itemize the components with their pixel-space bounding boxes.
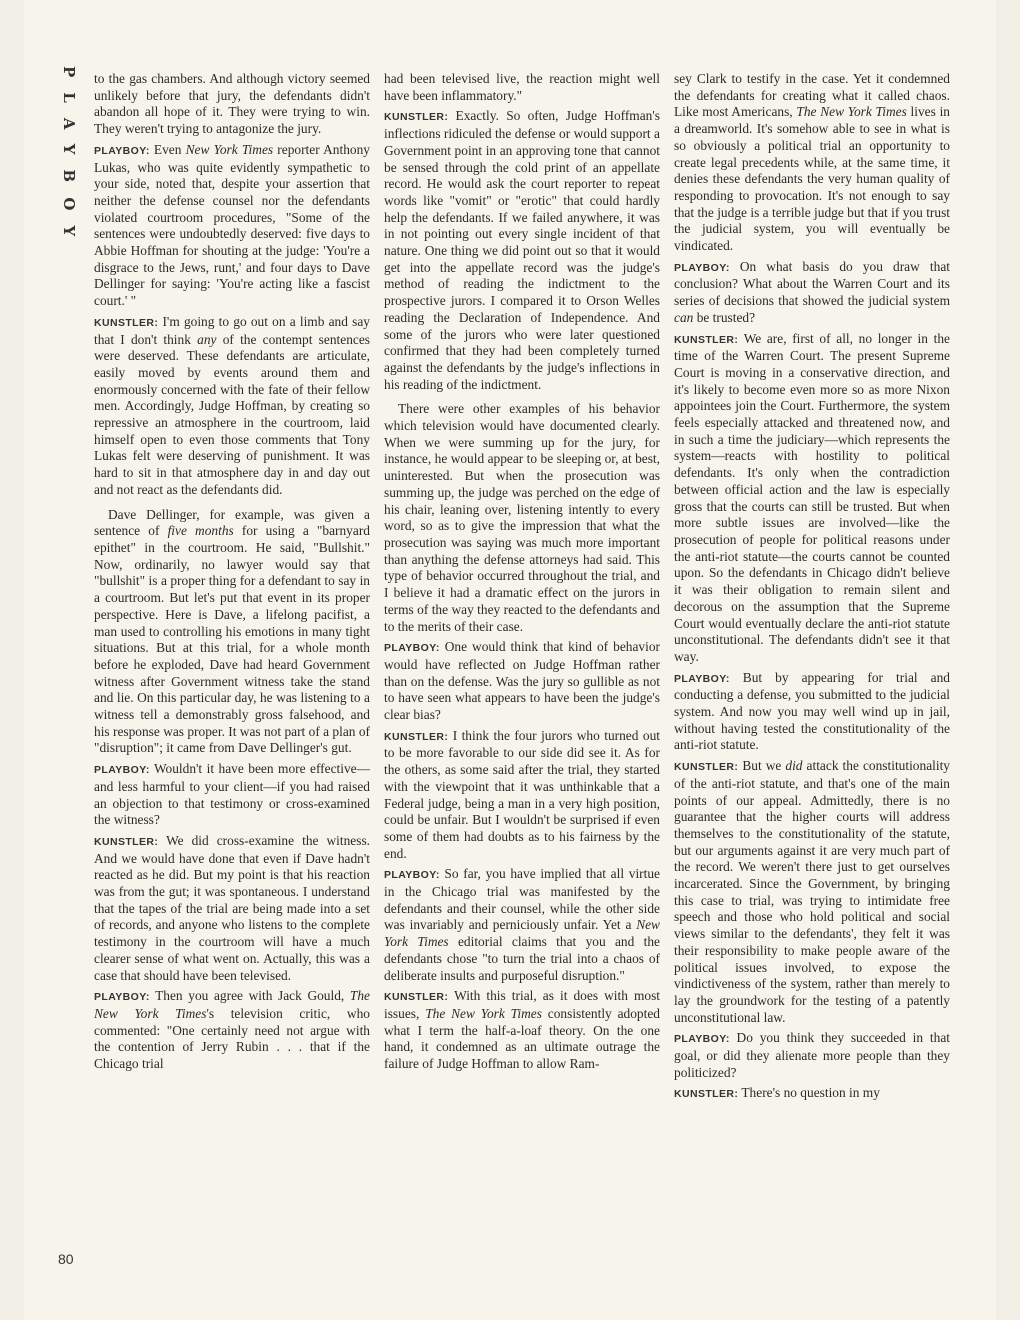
italic-text: New York Times	[384, 917, 660, 950]
text-column-1	[94, 71, 370, 1271]
italic-text: The New York Times	[796, 104, 907, 120]
interview-paragraph: KUNSTLER: There's no question in my	[674, 1085, 880, 1101]
speaker-label: PLAYBOY:	[674, 1033, 730, 1046]
speaker-label: PLAYBOY:	[94, 144, 150, 157]
speaker-label: KUNSTLER:	[94, 835, 159, 848]
body-paragraph: Dave Dellinger, for example, was given a sentence of five months for using a "barnyard epithet" in the courtroom. He said, "Bullshit." Now, ordinarily, no lawyer would say that "bullshit" is a proper thing for a defendant to say in a courtroom. But let's put that event in its proper perspective. Here is Dave, a lifelong pacifist, a man used to controlling his emotions in many tight situations. But at this trial, for a whole month before he exploded, Dave had heard Government witness after Government witness take the stand and lie. On this particular day, he was listening to a witness tell a demonstrably gross falsehood, and his response was proper. It was not part of a plan of "disruption"; it came from Dave Dellinger's gut.	[94, 506, 370, 756]
interview-paragraph: KUNSTLER: I'm going to go out on a limb and say that I don't think any of the contempt sentences were deserved. These defendants are articulate, easily moved by events around them and enormously concerned with the fate of their fellow men. Accordingly, Judge Hoffman, by creating so repressive an atmosphere in the courtroom, laid himself open to even those comments that Tony Lukas felt were deserving of punishment. It was hard to sit in that atmosphere day in and day out and not react as the defendants did.	[94, 313, 370, 497]
body-paragraph: had been televised live, the reaction might well have been inflammatory."	[384, 71, 660, 103]
body-paragraph: to the gas chambers. And although victory seemed unlikely before that jury, the defendants didn't abandon all hope of it. They were trying to win. They weren't trying to antagonize the jury.	[94, 71, 370, 137]
magazine-name: PLAYBOY	[60, 66, 78, 252]
speaker-label: PLAYBOY:	[674, 672, 730, 685]
interview-paragraph: KUNSTLER: I think the four jurors who turned out to be more favorable to our side did see it. As for the others, as some said after the trial, they started with the viewpoint that it was unthinkable that a Federal judge, being a man in a very high position, could be unfair. But I wouldn't be surprised if even some of them had doubts as to his fairness by the end.	[384, 727, 660, 861]
italic-text: did	[785, 758, 803, 774]
interview-paragraph: KUNSTLER: Exactly. So often, Judge Hoffman's inflections ridiculed the defense or would support a Government point in an approving tone that cannot be sensed through the cold print of an appellate record. He would ask the court reporter to repeat words like "vomit" or "erotic" that could hardly help the defendants. If we failed anywhere, it was in not pointing out every single incident of that nature. One thing we did point out so that it would get into the appellate record was the judge's method of reading the indictment to the prospective jurors. I compared it to Orson Welles reading the Declaration of Independence. And some of the jurors who were later questioned confirmed that they had been completely turned against the defendants by the judge's inflections in his reading of the indictment.	[384, 108, 660, 392]
italic-text: any	[197, 331, 217, 347]
speaker-label: PLAYBOY:	[384, 642, 440, 655]
italic-text: The New York Times	[425, 1005, 542, 1021]
text-column-2	[384, 71, 660, 1271]
speaker-label: KUNSTLER:	[674, 333, 739, 346]
speaker-label: KUNSTLER:	[94, 316, 159, 329]
interview-paragraph: PLAYBOY: Wouldn't it have been more effective—and less harmful to your client—if you had raised an objection to that testimony or cross-examined the witness?	[94, 761, 370, 828]
speaker-label: PLAYBOY:	[384, 869, 440, 882]
page-number: 80	[58, 1251, 74, 1267]
magazine-side-title	[58, 66, 82, 306]
speaker-label: KUNSTLER:	[384, 991, 449, 1004]
speaker-label: KUNSTLER:	[384, 111, 449, 124]
speaker-label: KUNSTLER:	[384, 730, 449, 743]
interview-paragraph: KUNSTLER: But we did attack the constitutionality of the anti-riot statute, and that's one of the main points of our appeal. Admittedly, there is no guarantee that the higher courts will address themselves to the constitutionality of the statute, but our arguments against it are very much part of the record. We weren't there just to get ourselves incarcerated. Since the Government, by bringing this case to trial, was trying to intimidate free speech and those who hold political and social views similar to the defendants', they felt it was their responsibility to make people aware of the political issues involved, to expose the vindictiveness of the system, rather than merely to lay the groundwork for the testing of a patently unconstitutional law.	[674, 758, 950, 1025]
interview-paragraph: PLAYBOY: So far, you have implied that all virtue in the Chicago trial was manifested by the defendants and their counsel, while the other side was invariably and perniciously unfair. Yet a New York Times editorial claims that you and the defendants chose "to turn the trial into a chaos of deliberate insults and purposeful disruption."	[384, 866, 660, 983]
interview-paragraph: KUNSTLER: With this trial, as it does with most issues, The New York Times consistently adopted what I term the half-a-loaf theory. On the one hand, it condemned as an ultimate outrage the failure of Judge Hoffman to allow Ram-	[384, 988, 660, 1072]
speaker-label: PLAYBOY:	[94, 991, 150, 1004]
interview-paragraph: PLAYBOY: Even New York Times reporter Anthony Lukas, who was quite evidently sympathetic to your side, noted that, despite your assertion that neither the defense counsel nor the defendants violated courtroom procedures, "Some of the sentences were undoubtedly deserved: five days to Abbie Hoffman for shouting at the judge: 'You're a disgrace to the Jews, runt,' and four days to Dave Dellinger for saying: 'You're acting like a fascist court.' "	[94, 141, 370, 309]
interview-paragraph: KUNSTLER: We did cross-examine the witness. And we would have done that even if Dave hadn't reacted as he did. But my point is that his reaction was from the gut; it was spontaneous. I understand that the tapes of the trial are being made into a set of records, and anyone who listens to the complete testimony in the courtroom will have a much clearer sense of what went on. Actually, this was a case that should have been televised.	[94, 832, 370, 983]
italic-text: The New York Times	[94, 988, 370, 1021]
text-column-3	[674, 71, 950, 1271]
speaker-label: KUNSTLER:	[674, 1088, 739, 1101]
italic-text: five months	[167, 523, 234, 539]
body-paragraph: There were other examples of his behavior which television would have documented clearly. When we were summing up for the jury, for instance, he would appear to be sleeping or, at best, uninterested. But when the prosecution was summing up, the judge was perched on the edge of his chair, leaning over, listening intently to every word, so as to give the impression that what the prosecution was saying was much more important than anything the defense attorneys had said. This type of behavior occurred throughout the trial, and I believe it had a dramatic effect on the jurors in terms of the way they reacted to the defendants and to the merits of their case.	[384, 401, 660, 634]
interview-paragraph: PLAYBOY: On what basis do you draw that conclusion? What about the Warren Court and its series of decisions that showed the judicial system can be trusted?	[674, 258, 950, 325]
body-paragraph: sey Clark to testify in the case. Yet it condemned the defendants for creating what it called chaos. Like most Americans, The New York Times lives in a dreamworld. It's somehow able to see in what is so obviously a political trial an opportunity to create legal precedents while, at the same time, it denies these defendants the very human quality of responding to provocation. It's not enough to say that the judge is a terrible judge but that if you trust the judicial system, you will eventually be vindicated.	[674, 71, 950, 254]
interview-paragraph: PLAYBOY: Do you think they succeeded in that goal, or did they alienate more people than they politicized?	[674, 1030, 950, 1080]
interview-paragraph: PLAYBOY: One would think that kind of behavior would have reflected on Judge Hoffman rather than on the defense. Was the jury so gullible as not to have seen what appears to have been the judge's clear bias?	[384, 639, 660, 723]
speaker-label: KUNSTLER:	[674, 761, 739, 774]
italic-text: can	[674, 309, 694, 325]
interview-paragraph: PLAYBOY: Then you agree with Jack Gould, The New York Times's television critic, who commented: "One certainly need not argue with the contention of Jerry Rubin . . . that if the Chicago trial	[94, 988, 370, 1072]
interview-paragraph: PLAYBOY: But by appearing for trial and conducting a defense, you submitted to the judicial system. And now you may well wind up in jail, without having tested the constitutionality of the anti-riot statute.	[674, 669, 950, 753]
interview-paragraph: KUNSTLER: We are, first of all, no longer in the time of the Warren Court. The present Supreme Court is moving in a conservative direction, and it's likely to become even more so as more Nixon appointees join the Court. Furthermore, the system feels especially attacked and threatened now, and in such a time the judiciary—which represents the system—reacts with hostility to political defendants. It's only when the contradiction between official action and the law is especially gross that the courts can still be trusted. But when more subtle issues are involved—like the prosecution of people for political reasons under the anti-riot statute—the courts cannot be counted upon. So the defendants in Chicago didn't believe it was their obligation to remain silent and decorous on the assumption that the Supreme Court would eventually declare the anti-riot statute unconstitutional. The defendants didn't see it that way.	[674, 330, 950, 664]
speaker-label: PLAYBOY:	[94, 764, 150, 777]
speaker-label: PLAYBOY:	[674, 261, 730, 274]
italic-text: New York Times	[185, 141, 274, 157]
